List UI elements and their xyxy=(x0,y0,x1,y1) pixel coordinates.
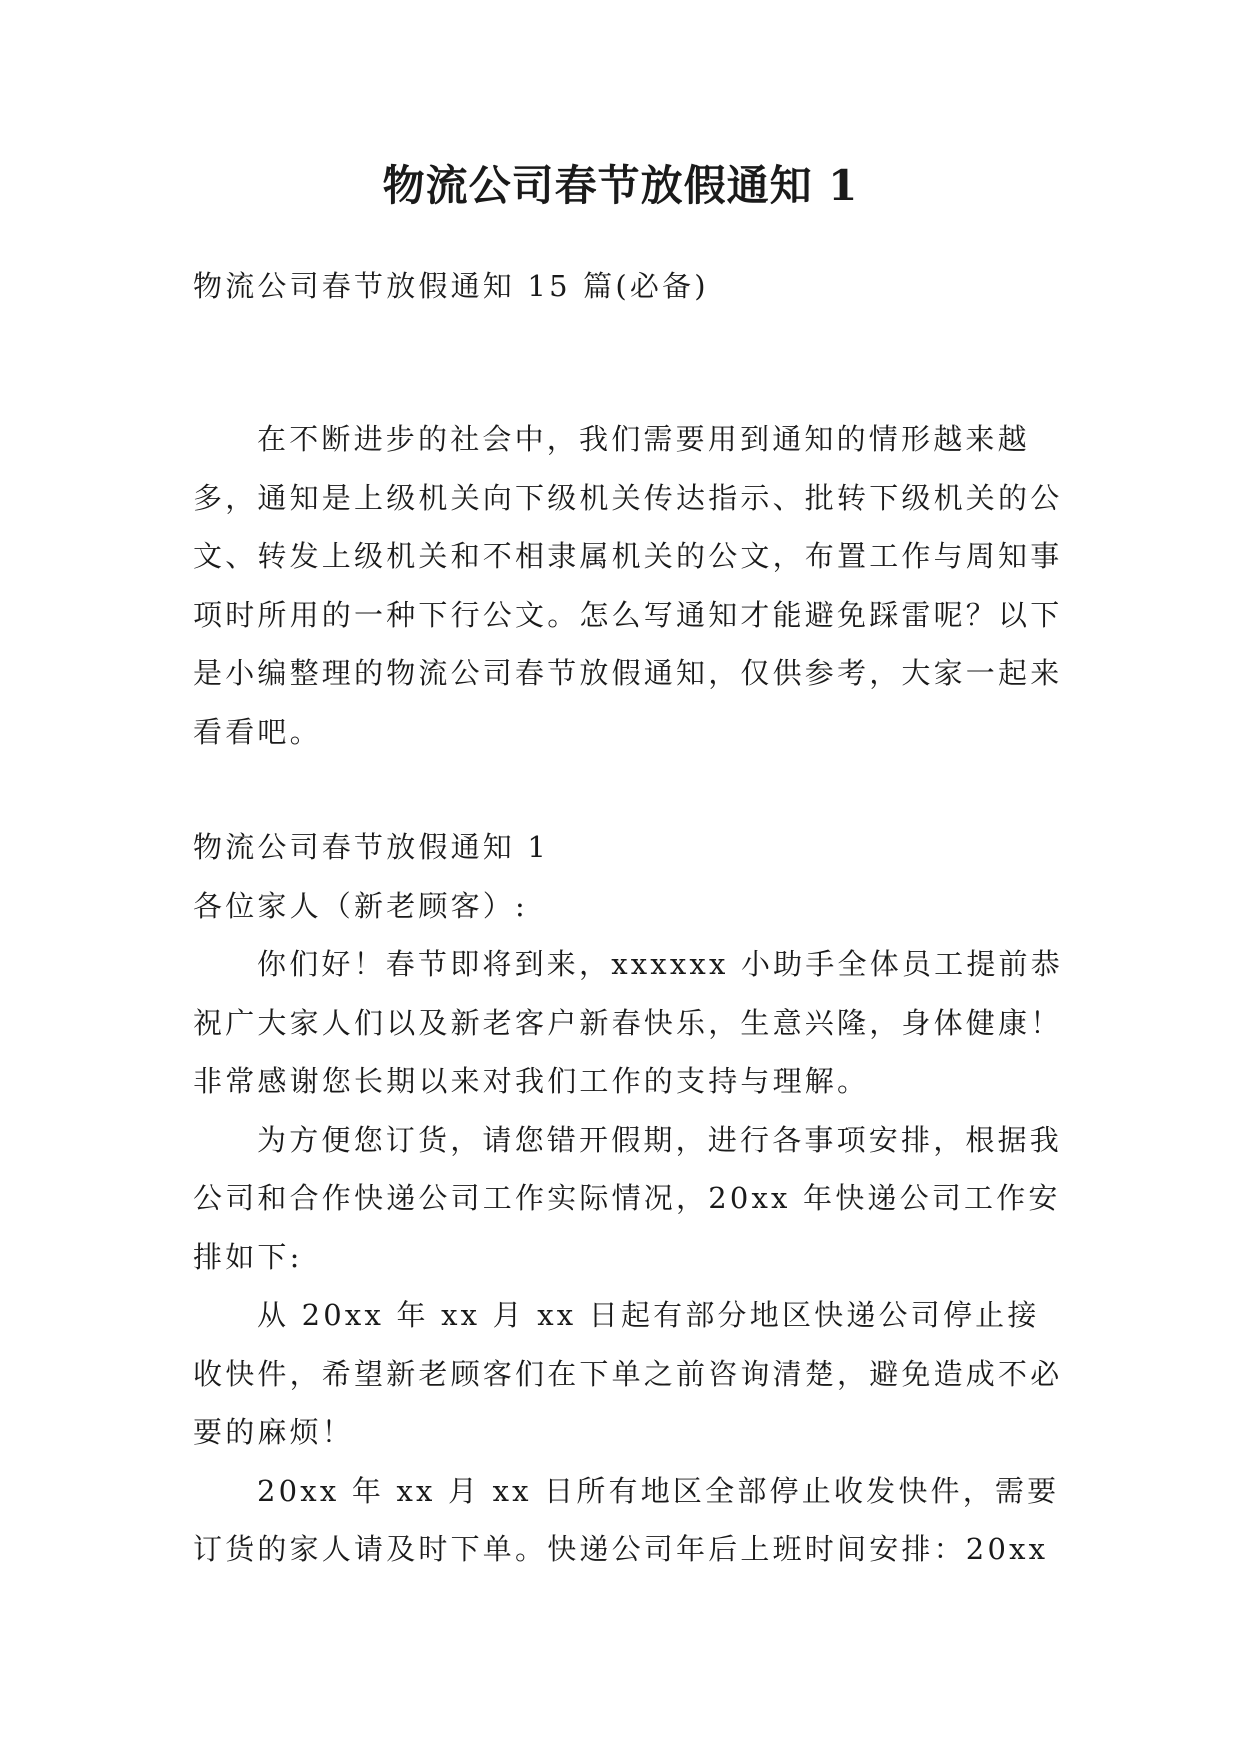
body-paragraph-2: 为方便您订货，请您错开假期，进行各事项安排，根据我公司和合作快递公司工作实际情况，20xx 年快递公司工作安排如下: xyxy=(193,1122,1063,1274)
intro-paragraph: 在不断进步的社会中，我们需要用到通知的情形越来越多，通知是上级机关向下级机关传达指示、批转下级机关的公文、转发上级机关和不相隶属机关的公文，布置工作与周知事项时所用的一种下行公文。怎么写通知才能避免踩雷呢？以下是小编整理的物流公司春节放假通知，仅供参考，大家一起来看看吧。 xyxy=(193,422,1063,749)
body-paragraph-4: 20xx 年 xx 月 xx 日所有地区全部停止收发快件，需要订货的家人请及时下单。快递公司年后上班时间安排：20xx xyxy=(193,1473,1060,1566)
body-paragraph-3: 从 20xx 年 xx 月 xx 日起有部分地区快递公司停止接收快件，希望新老顾客们在下单之前咨询清楚，避免造成不必要的麻烦！ xyxy=(193,1298,1063,1449)
document-subtitle: 物流公司春节放假通知 15 篇(必备) xyxy=(193,269,709,303)
notice-section xyxy=(193,818,1063,1579)
document-title: 物流公司春节放假通知 1 xyxy=(382,161,859,210)
section-heading: 物流公司春节放假通知 1 xyxy=(193,830,550,864)
body-paragraph-1: 你们好！春节即将到来，xxxxxx 小助手全体员工提前恭祝广大家人们以及新老客户新春快乐，生意兴隆，身体健康！非常感谢您长期以来对我们工作的支持与理解。 xyxy=(193,947,1063,1098)
greeting-line: 各位家人（新老顾客）: xyxy=(193,888,528,923)
